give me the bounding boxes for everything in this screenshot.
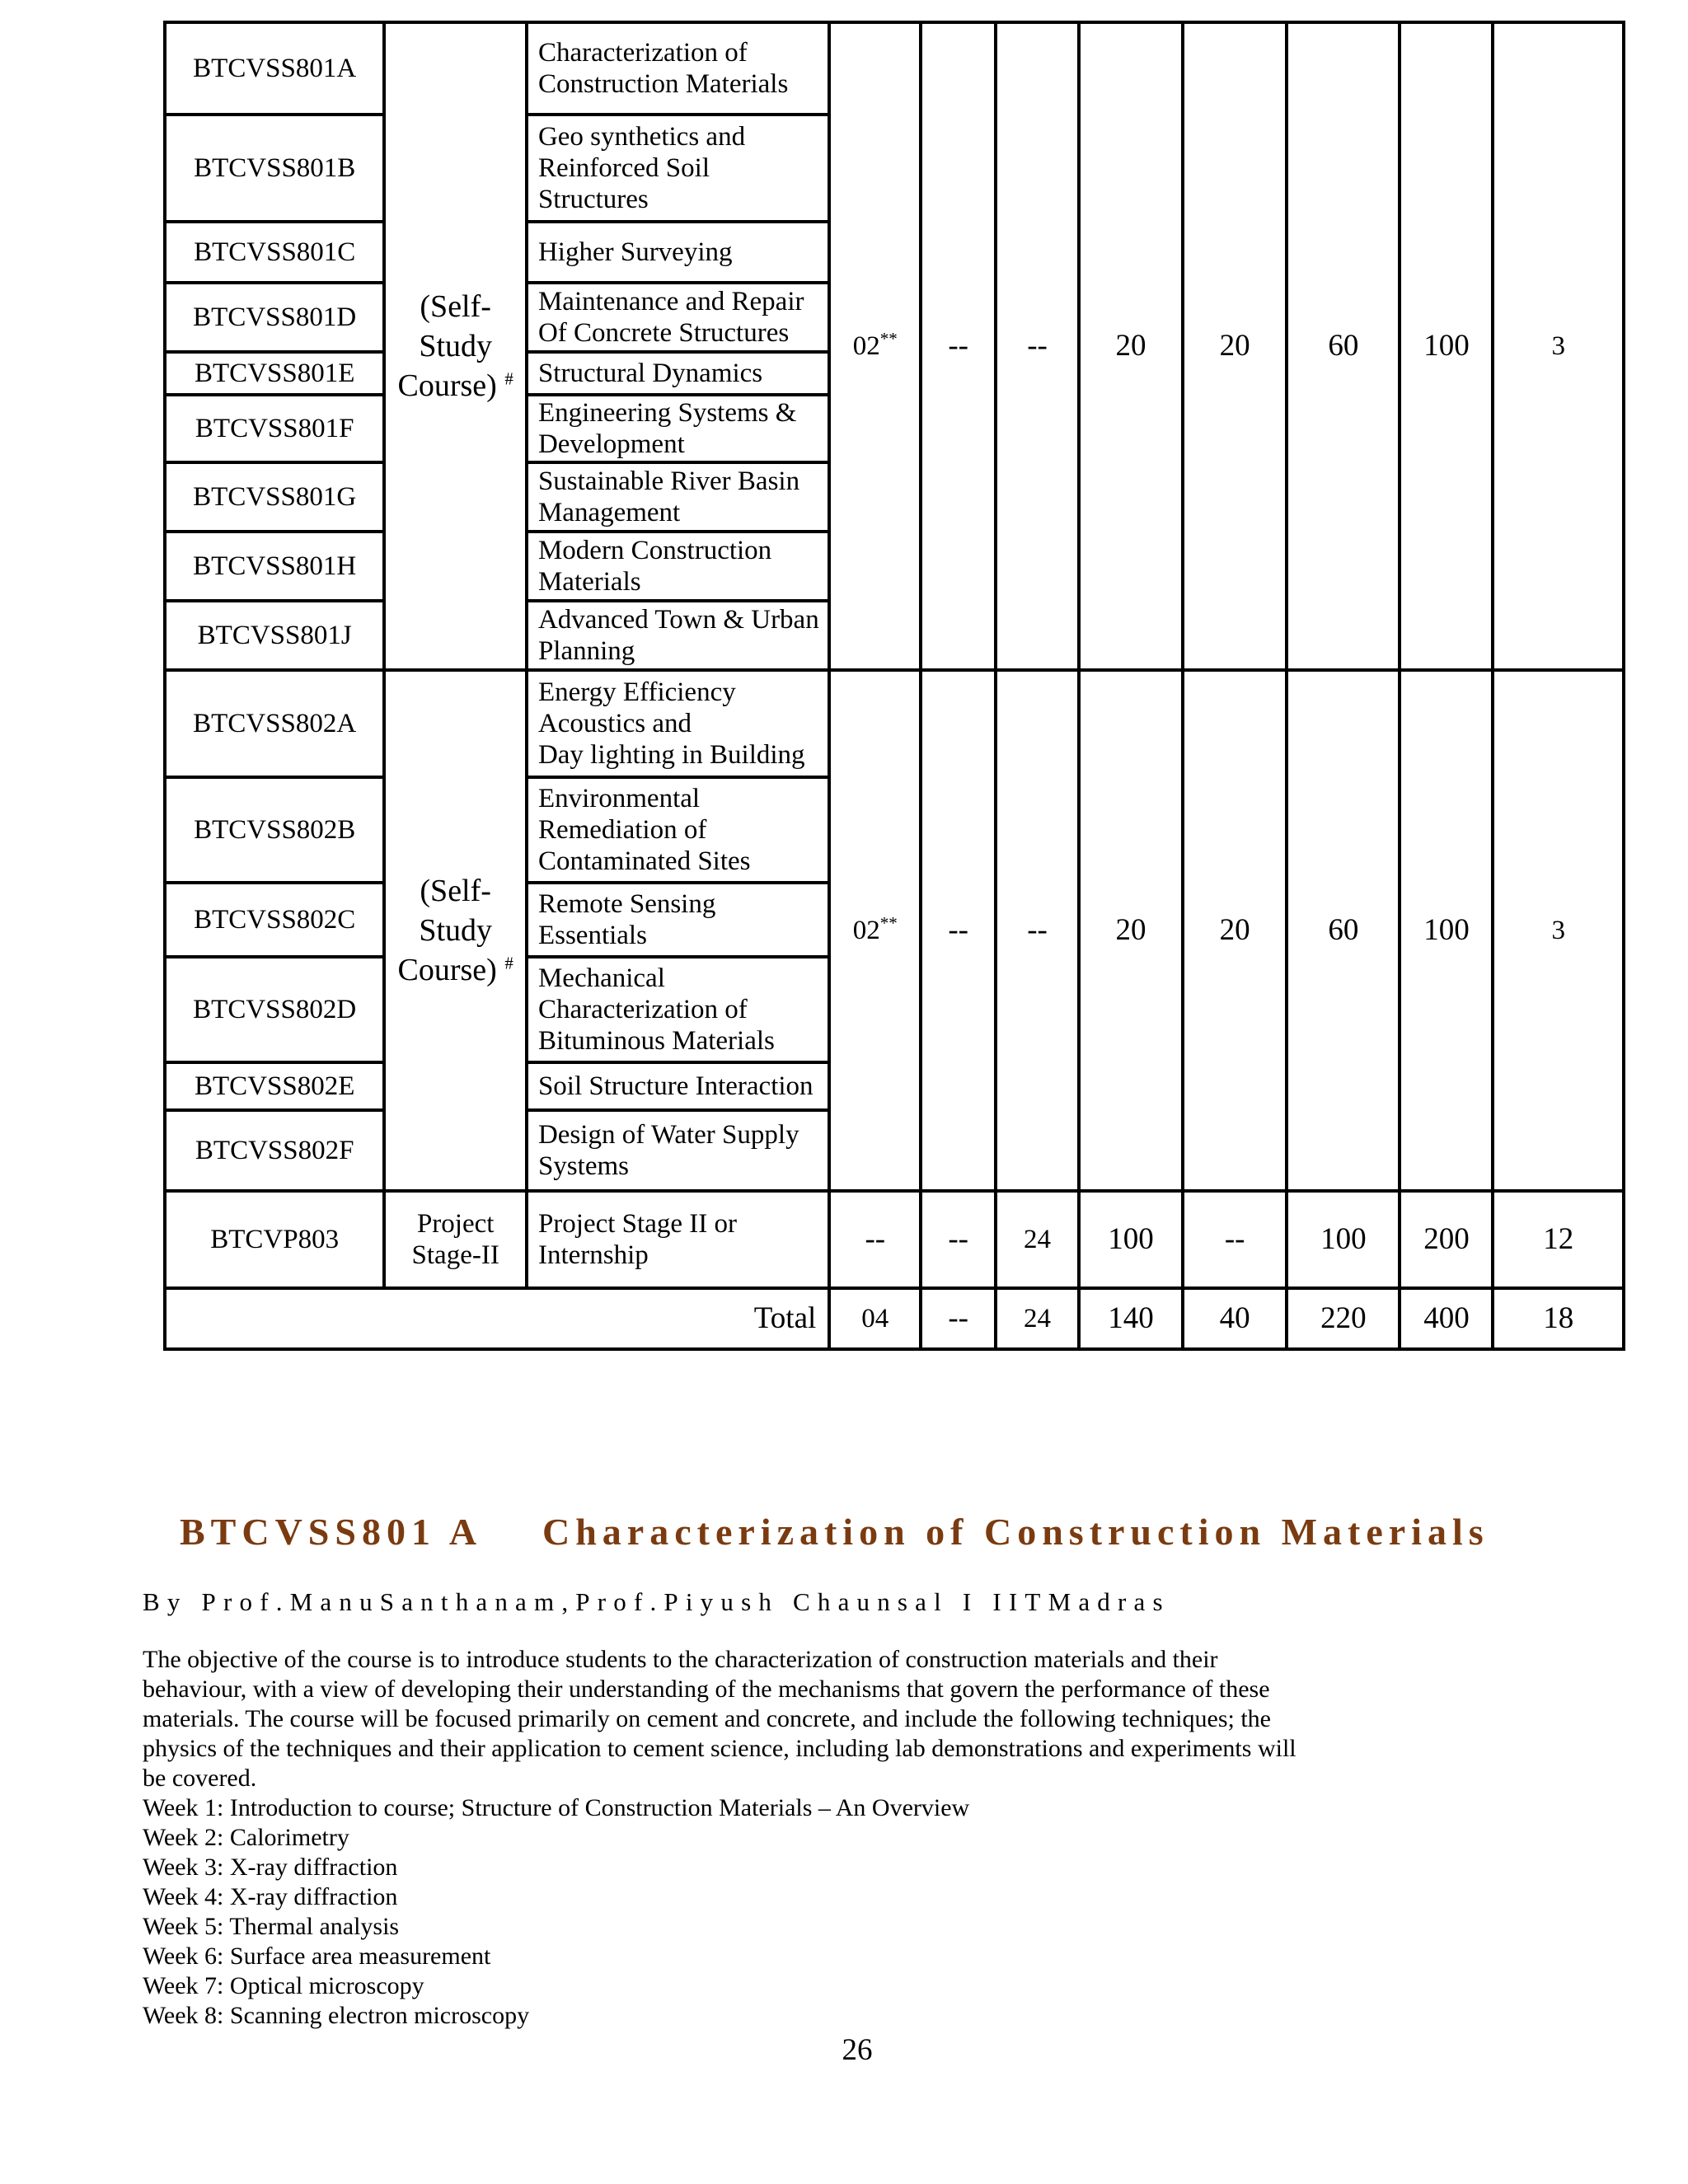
course-name-line: Higher Surveying (537, 237, 733, 267)
end-sem-exam-marks (1287, 22, 1400, 670)
total-continuous-test-marks: 140 (1079, 1288, 1183, 1349)
course-name-line: Structures (537, 185, 649, 214)
course-code: BTCVSS801C (165, 222, 384, 283)
category-line: Study (419, 913, 493, 948)
category-line: (Self- (420, 289, 491, 324)
practical-hours-value: -- (1027, 329, 1048, 363)
week-item: Week 3: X-ray diffraction (143, 1854, 398, 1881)
tutorial-hours-value: -- (948, 329, 968, 363)
page-number: 26 (842, 2033, 873, 2067)
section-course-code: BTCVSS801 A (180, 1511, 483, 1553)
tutorial-hours-value: -- (948, 913, 968, 947)
course-code: BTCVP803 (165, 1191, 384, 1288)
credits-value: 3 (1551, 916, 1565, 945)
course-code: BTCVSS802A (165, 670, 384, 777)
intro-line: behaviour, with a view of developing their understanding of the mechanisms that govern the performance of these (143, 1675, 1270, 1703)
lecture-hours: -- (829, 1191, 921, 1288)
teacher-assessment-marks (1183, 22, 1287, 670)
section-heading (180, 1510, 1489, 1554)
total-lecture-hours: 04 (829, 1288, 921, 1349)
course-description (143, 1645, 1379, 2031)
course-code: BTCVSS801B (165, 115, 384, 222)
week-item: Week 5: Thermal analysis (143, 1913, 400, 1940)
course-name (527, 395, 829, 462)
course-name (527, 222, 829, 283)
course-name-line: Environmental (537, 784, 701, 813)
footnote-mark: # (504, 368, 513, 389)
course-name-line: Design of Water Supply (537, 1120, 799, 1150)
course-name-line: Structural Dynamics (537, 359, 763, 388)
grand-total-marks: 400 (1400, 1288, 1493, 1349)
total-marks-value: 100 (1423, 329, 1470, 363)
week-item: Week 6: Surface area measurement (143, 1943, 491, 1970)
project-row (165, 1191, 1624, 1288)
course-category (384, 1191, 527, 1288)
course-name-line: Management (537, 498, 681, 527)
total-tutorial-hours: -- (921, 1288, 996, 1349)
total-end-sem-exam-marks: 220 (1287, 1288, 1400, 1349)
group-802-rows (165, 670, 1624, 1191)
week-item: Week 4: X-ray diffraction (143, 1883, 398, 1910)
course-code: BTCVSS802F (165, 1110, 384, 1191)
course-code: BTCVSS801G (165, 462, 384, 532)
lecture-hours (829, 670, 921, 1191)
course-name-line: Reinforced Soil (537, 153, 710, 183)
category-line: Stage-II (411, 1240, 499, 1270)
intro-line: The objective of the course is to introduce students to the characterization of construction materials and their (143, 1646, 1218, 1673)
course-byline: By Prof.ManuSanthanam,Prof.Piyush Chaunsal I IITMadras (143, 1587, 1170, 1616)
course-name-line: Contaminated Sites (537, 846, 751, 876)
tutorial-hours: -- (921, 1191, 996, 1288)
course-name-line: Planning (537, 636, 635, 666)
section-course-title: Characterization of Construction Materials (542, 1511, 1489, 1553)
course-name-line: Remediation of (537, 815, 707, 845)
scheme-table (163, 21, 1625, 1351)
week-item: Week 1: Introduction to course; Structure of Construction Materials – An Overview (143, 1794, 970, 1821)
course-name-line: Soil Structure Interaction (537, 1071, 814, 1101)
course-name (527, 1110, 829, 1191)
course-name-line: Bituminous Materials (537, 1026, 775, 1056)
teacher-assessment-marks-value: 20 (1219, 329, 1250, 363)
credits: 12 (1493, 1191, 1624, 1288)
category-line: Project (416, 1209, 495, 1239)
course-name (527, 957, 829, 1062)
practical-hours: 24 (996, 1191, 1079, 1288)
end-sem-exam-marks: 100 (1287, 1191, 1400, 1288)
teacher-assessment-marks (1183, 670, 1287, 1191)
course-name (527, 777, 829, 883)
course-name (527, 883, 829, 957)
course-code: BTCVSS801A (165, 22, 384, 115)
course-name-line: Modern Construction (537, 536, 772, 565)
footnote-mark: ** (879, 913, 898, 933)
week-item: Week 7: Optical microscopy (143, 1972, 424, 1999)
course-name-line: Acoustics and (537, 709, 692, 738)
continuous-test-marks (1079, 670, 1183, 1191)
credits (1493, 22, 1624, 670)
category-line: (Self- (420, 874, 491, 908)
tutorial-hours (921, 670, 996, 1191)
course-code: BTCVSS801D (165, 283, 384, 352)
continuous-test-marks (1079, 22, 1183, 670)
total-credits: 18 (1493, 1288, 1624, 1349)
course-code: BTCVSS802E (165, 1062, 384, 1110)
course-name-line: Construction Materials (537, 69, 789, 99)
total-label: Total (165, 1288, 829, 1349)
teacher-assessment-marks: -- (1183, 1191, 1287, 1288)
course-name (527, 1062, 829, 1110)
course-name-line: Energy Efficiency (537, 677, 736, 707)
practical-hours (996, 22, 1079, 670)
credits (1493, 670, 1624, 1191)
course-name (527, 115, 829, 222)
group-801-rows (165, 22, 1624, 670)
category-line: Course) (397, 953, 497, 987)
course-name-line: Mechanical (537, 963, 665, 993)
credits-value: 3 (1551, 331, 1565, 361)
course-name-line: Engineering Systems & (537, 398, 797, 428)
course-name-line: Day lighting in Building (537, 740, 805, 770)
continuous-test-marks-value: 20 (1115, 329, 1146, 363)
course-code: BTCVSS802C (165, 883, 384, 957)
course-name-line: Of Concrete Structures (537, 318, 790, 348)
course-name-line: Remote Sensing (537, 889, 716, 919)
course-row (165, 670, 1624, 777)
week-schedule (143, 1793, 1379, 2031)
course-name-line: Characterization of (537, 995, 748, 1024)
tutorial-hours (921, 22, 996, 670)
course-name-line: Advanced Town & Urban (537, 605, 819, 635)
end-sem-exam-marks-value: 60 (1328, 329, 1359, 363)
practical-hours (996, 670, 1079, 1191)
intro-line: be covered. (143, 1765, 257, 1792)
practical-hours-value: -- (1027, 913, 1048, 947)
total-teacher-assessment-marks: 40 (1183, 1288, 1287, 1349)
course-name (527, 670, 829, 777)
course-name (527, 462, 829, 532)
total-row (165, 1288, 1624, 1349)
course-name (527, 532, 829, 601)
course-code: BTCVSS802B (165, 777, 384, 883)
lecture-hours-value: 02 (852, 331, 880, 361)
course-name-line: Geo synthetics and (537, 122, 746, 152)
course-category (384, 22, 527, 670)
week-item: Week 8: Scanning electron microscopy (143, 2002, 530, 2029)
continuous-test-marks-value: 20 (1115, 913, 1146, 947)
course-name-line: Sustainable River Basin (537, 466, 800, 496)
lecture-hours (829, 22, 921, 670)
course-name-line: Internship (537, 1240, 649, 1270)
teacher-assessment-marks-value: 20 (1219, 913, 1250, 947)
course-name-line: Maintenance and Repair (537, 287, 804, 316)
course-category (384, 670, 527, 1191)
footnote-mark: # (504, 953, 513, 973)
week-item: Week 2: Calorimetry (143, 1824, 349, 1851)
total-practical-hours: 24 (996, 1288, 1079, 1349)
course-name (527, 601, 829, 670)
course-name-line: Project Stage II or (537, 1209, 737, 1239)
total-marks: 200 (1400, 1191, 1493, 1288)
course-name (527, 22, 829, 115)
course-name-line: Materials (537, 567, 641, 597)
end-sem-exam-marks-value: 60 (1328, 913, 1359, 947)
course-name (527, 1191, 829, 1288)
course-row (165, 22, 1624, 115)
course-code: BTCVSS802D (165, 957, 384, 1062)
footnote-mark: ** (879, 329, 898, 349)
continuous-test-marks: 100 (1079, 1191, 1183, 1288)
total-marks-value: 100 (1423, 913, 1470, 947)
course-name-line: Development (537, 429, 685, 459)
end-sem-exam-marks (1287, 670, 1400, 1191)
total-marks (1400, 670, 1493, 1191)
lecture-hours-value: 02 (852, 916, 880, 945)
total-marks (1400, 22, 1493, 670)
course-code: BTCVSS801E (165, 352, 384, 395)
course-code: BTCVSS801J (165, 601, 384, 670)
category-line: Study (419, 329, 493, 363)
course-name (527, 352, 829, 395)
course-code: BTCVSS801H (165, 532, 384, 601)
course-code: BTCVSS801F (165, 395, 384, 462)
category-line: Course) (397, 368, 497, 403)
intro-line: materials. The course will be focused primarily on cement and concrete, and include the following techniques; the (143, 1705, 1271, 1732)
intro-line: physics of the techniques and their application to cement science, including lab demonstrations and experiments will (143, 1735, 1296, 1762)
course-name-line: Systems (537, 1151, 629, 1181)
course-name-line: Essentials (537, 921, 647, 950)
course-name (527, 283, 829, 352)
course-name-line: Characterization of (537, 38, 748, 68)
